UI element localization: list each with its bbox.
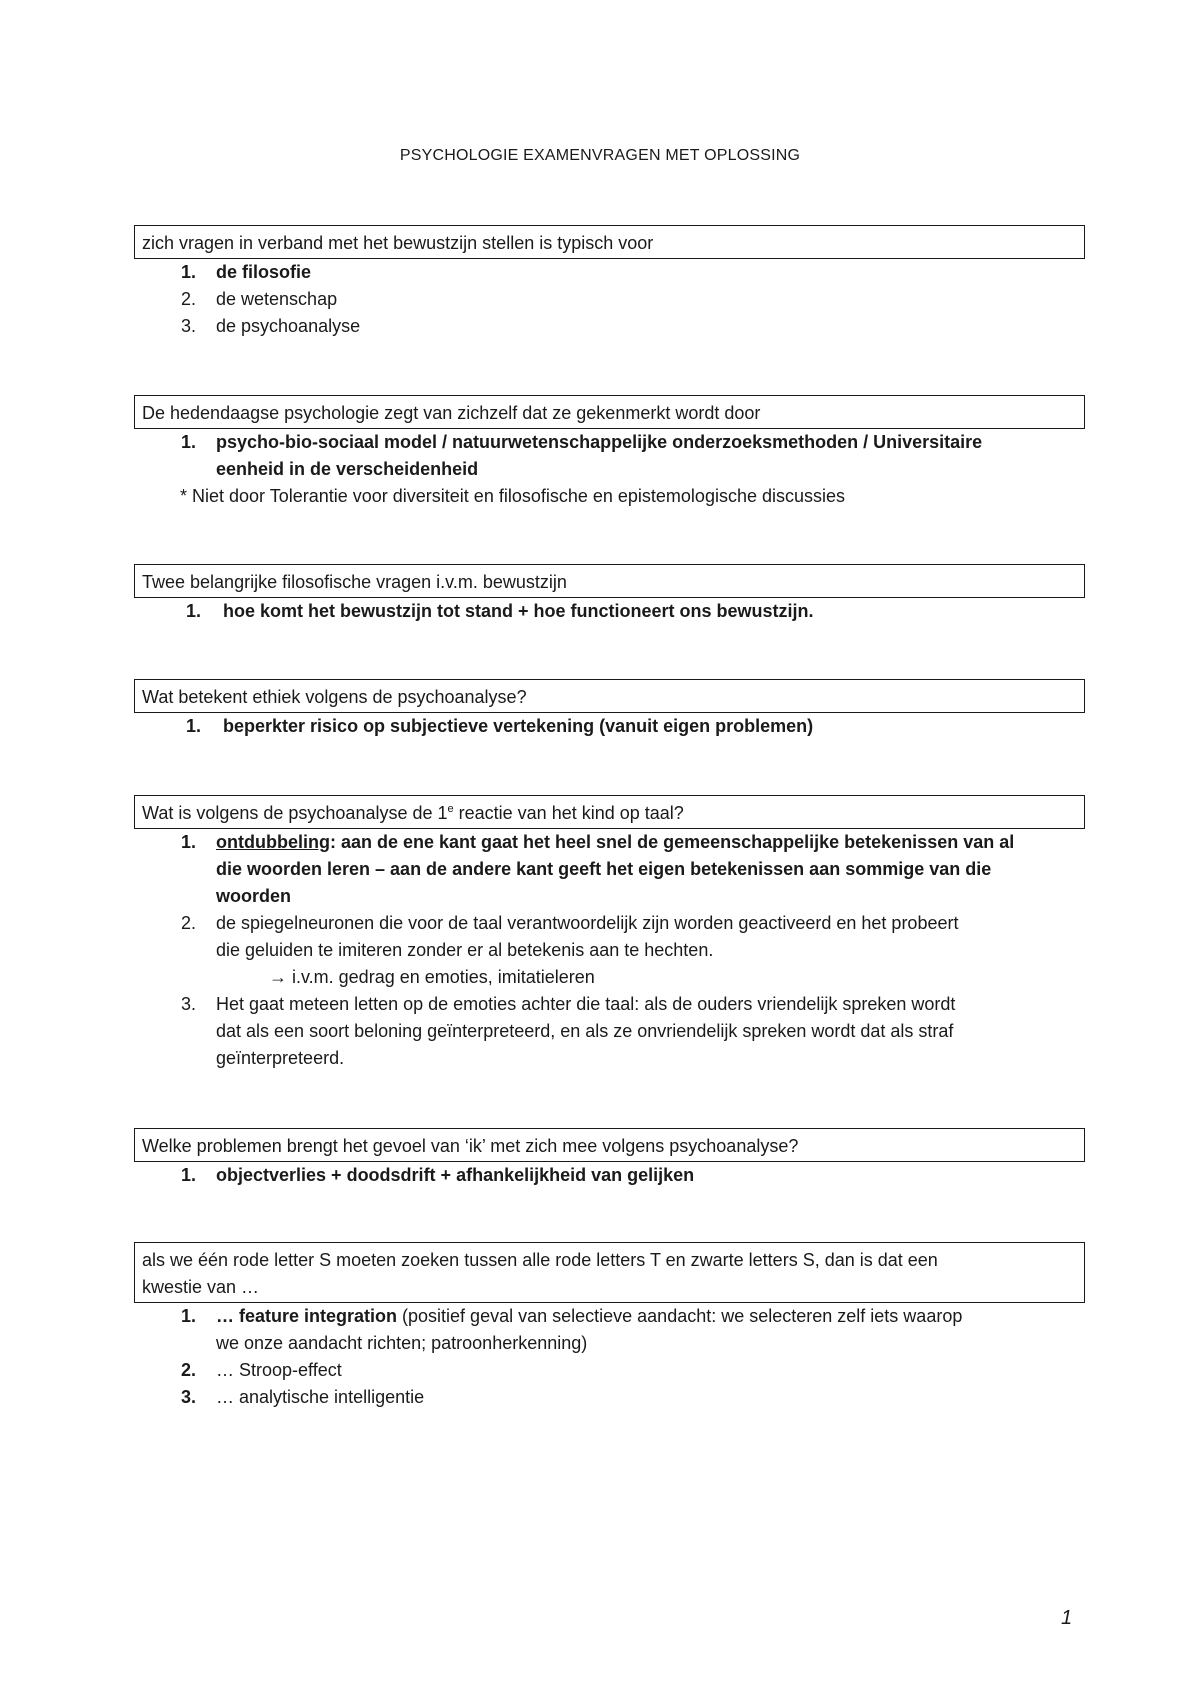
- list-item: 2. de wetenschap: [181, 289, 338, 309]
- answer-text: die geluiden te imiteren zonder er al betekenis aan te hechten.: [216, 940, 714, 960]
- answer-text: Het gaat meteen letten op de emoties achter die taal: als de ouders vriendelijk spreken wordt: [216, 994, 956, 1014]
- answer-text: we onze aandacht richten; patroonherkenning): [216, 1333, 588, 1353]
- answer-list: [134, 429, 1085, 510]
- answer-text: eenheid in de verscheidenheid: [216, 459, 479, 479]
- question-text: als we één rode letter S moeten zoeken tussen alle rode letters T en zwarte letters S, dan is dat een: [142, 1250, 938, 1270]
- question-box: [134, 564, 1085, 598]
- answer-text: die woorden leren – aan de andere kant geeft het eigen betekenissen aan sommige van die: [216, 859, 992, 879]
- list-item: 1. beperkter risico op subjectieve vertekening (vanuit eigen problemen): [186, 716, 814, 736]
- answer-text: ontdubbeling: aan de ene kant gaat het heel snel de gemeenschappelijke betekenissen van al: [216, 832, 1015, 852]
- list-item: 2. de spiegelneuronen die voor de taal verantwoordelijk zijn worden geactiveerd en het probeert die geluiden te imiteren zonder er al betekenis aan te hechten. → i.v.m. gedrag en emoties, imitatieleren: [181, 913, 959, 987]
- question-box: [134, 679, 1085, 713]
- sub-point: → i.v.m. gedrag en emoties, imitatieleren: [269, 967, 595, 987]
- question-text: Welke problemen brengt het gevoel van ‘ik’ met zich mee volgens psychoanalyse?: [142, 1136, 799, 1156]
- answer-text: psycho-bio-sociaal model / natuurwetenschappelijke onderzoeksmethoden / Universitaire: [216, 432, 983, 452]
- list-item: 1. de filosofie: [181, 262, 312, 282]
- answer-text: hoe komt het bewustzijn tot stand + hoe functioneert ons bewustzijn.: [223, 601, 814, 621]
- answer-text: de psychoanalyse: [216, 316, 361, 336]
- answer-list: [134, 713, 1085, 740]
- answer-text: de filosofie: [216, 262, 312, 282]
- list-item: 3. … analytische intelligentie: [181, 1387, 425, 1407]
- list-item: 1. ontdubbeling: aan de ene kant gaat het heel snel de gemeenschappelijke betekenissen van al die woorden leren – aan de andere kant geeft het eigen betekenissen aan sommige van die woorden: [181, 832, 1015, 906]
- answer-text: … analytische intelligentie: [216, 1387, 425, 1407]
- question-text: zich vragen in verband met het bewustzijn stellen is typisch voor: [142, 233, 654, 253]
- answer-text: beperkter risico op subjectieve vertekening (vanuit eigen problemen): [223, 716, 814, 736]
- list-item: 1. hoe komt het bewustzijn tot stand + hoe functioneert ons bewustzijn.: [186, 601, 814, 621]
- list-item: 3. Het gaat meteen letten op de emoties achter die taal: als de ouders vriendelijk spreken wordt dat als een soort beloning geïnterpreteerd, en als ze onvriendelijk spreken wordt dat als straf geïnterpreteerd.: [181, 994, 956, 1068]
- answer-text: objectverlies + doodsdrift + afhankelijkheid van gelijken: [216, 1165, 695, 1185]
- term-ontdubbeling: ontdubbeling: [216, 832, 330, 852]
- answer-text: geïnterpreteerd.: [216, 1048, 345, 1068]
- answer-text: woorden: [216, 886, 291, 906]
- answer-list: [134, 1303, 1085, 1411]
- question-box: [134, 1242, 1085, 1303]
- page-number: 1: [1061, 1607, 1073, 1629]
- question-text: Wat is volgens de psychoanalyse de 1e reactie van het kind op taal?: [142, 803, 684, 823]
- question-text: De hedendaagse psychologie zegt van zichzelf dat ze gekenmerkt wordt door: [142, 403, 761, 423]
- answer-list: [134, 829, 1085, 1072]
- answer-text: … feature integration (positief geval van selectieve aandacht: we selecteren zelf iets waarop: [216, 1306, 963, 1326]
- answer-text: de spiegelneuronen die voor de taal verantwoordelijk zijn worden geactiveerd en het probeert: [216, 913, 959, 933]
- answer-list: [134, 1162, 1085, 1189]
- question-box: [134, 795, 1085, 829]
- question-text: Twee belangrijke filosofische vragen i.v.m. bewustzijn: [142, 572, 567, 592]
- list-item: 2. … Stroop-effect: [181, 1360, 342, 1380]
- note-text: * Niet door Tolerantie voor diversiteit en filosofische en epistemologische discussies: [180, 486, 846, 506]
- question-box: [134, 395, 1085, 429]
- answer-list: [134, 598, 1085, 625]
- list-item: 3. de psychoanalyse: [181, 316, 361, 336]
- page-title: PSYCHOLOGIE EXAMENVRAGEN MET OPLOSSING: [399, 147, 801, 164]
- answer-text: de wetenschap: [216, 289, 338, 309]
- list-item: 1. objectverlies + doodsdrift + afhankelijkheid van gelijken: [181, 1165, 695, 1185]
- question-box: [134, 225, 1085, 259]
- question-text: kwestie van …: [142, 1277, 260, 1297]
- list-item: 1. … feature integration (positief geval van selectieve aandacht: we selecteren zelf iets waarop we onze aandacht richten; patroonherkenning): [181, 1306, 963, 1353]
- answer-list: [134, 259, 1085, 340]
- list-item: [134, 483, 1085, 510]
- answer-text: dat als een soort beloning geïnterpreteerd, en als ze onvriendelijk spreken wordt dat als straf: [216, 1021, 954, 1041]
- list-item: 1. psycho-bio-sociaal model / natuurwetenschappelijke onderzoeksmethoden / Universitaire eenheid in de verscheidenheid: [181, 432, 983, 479]
- question-box: [134, 1128, 1085, 1162]
- question-text: Wat betekent ethiek volgens de psychoanalyse?: [142, 687, 527, 707]
- answer-text: … Stroop-effect: [216, 1360, 342, 1380]
